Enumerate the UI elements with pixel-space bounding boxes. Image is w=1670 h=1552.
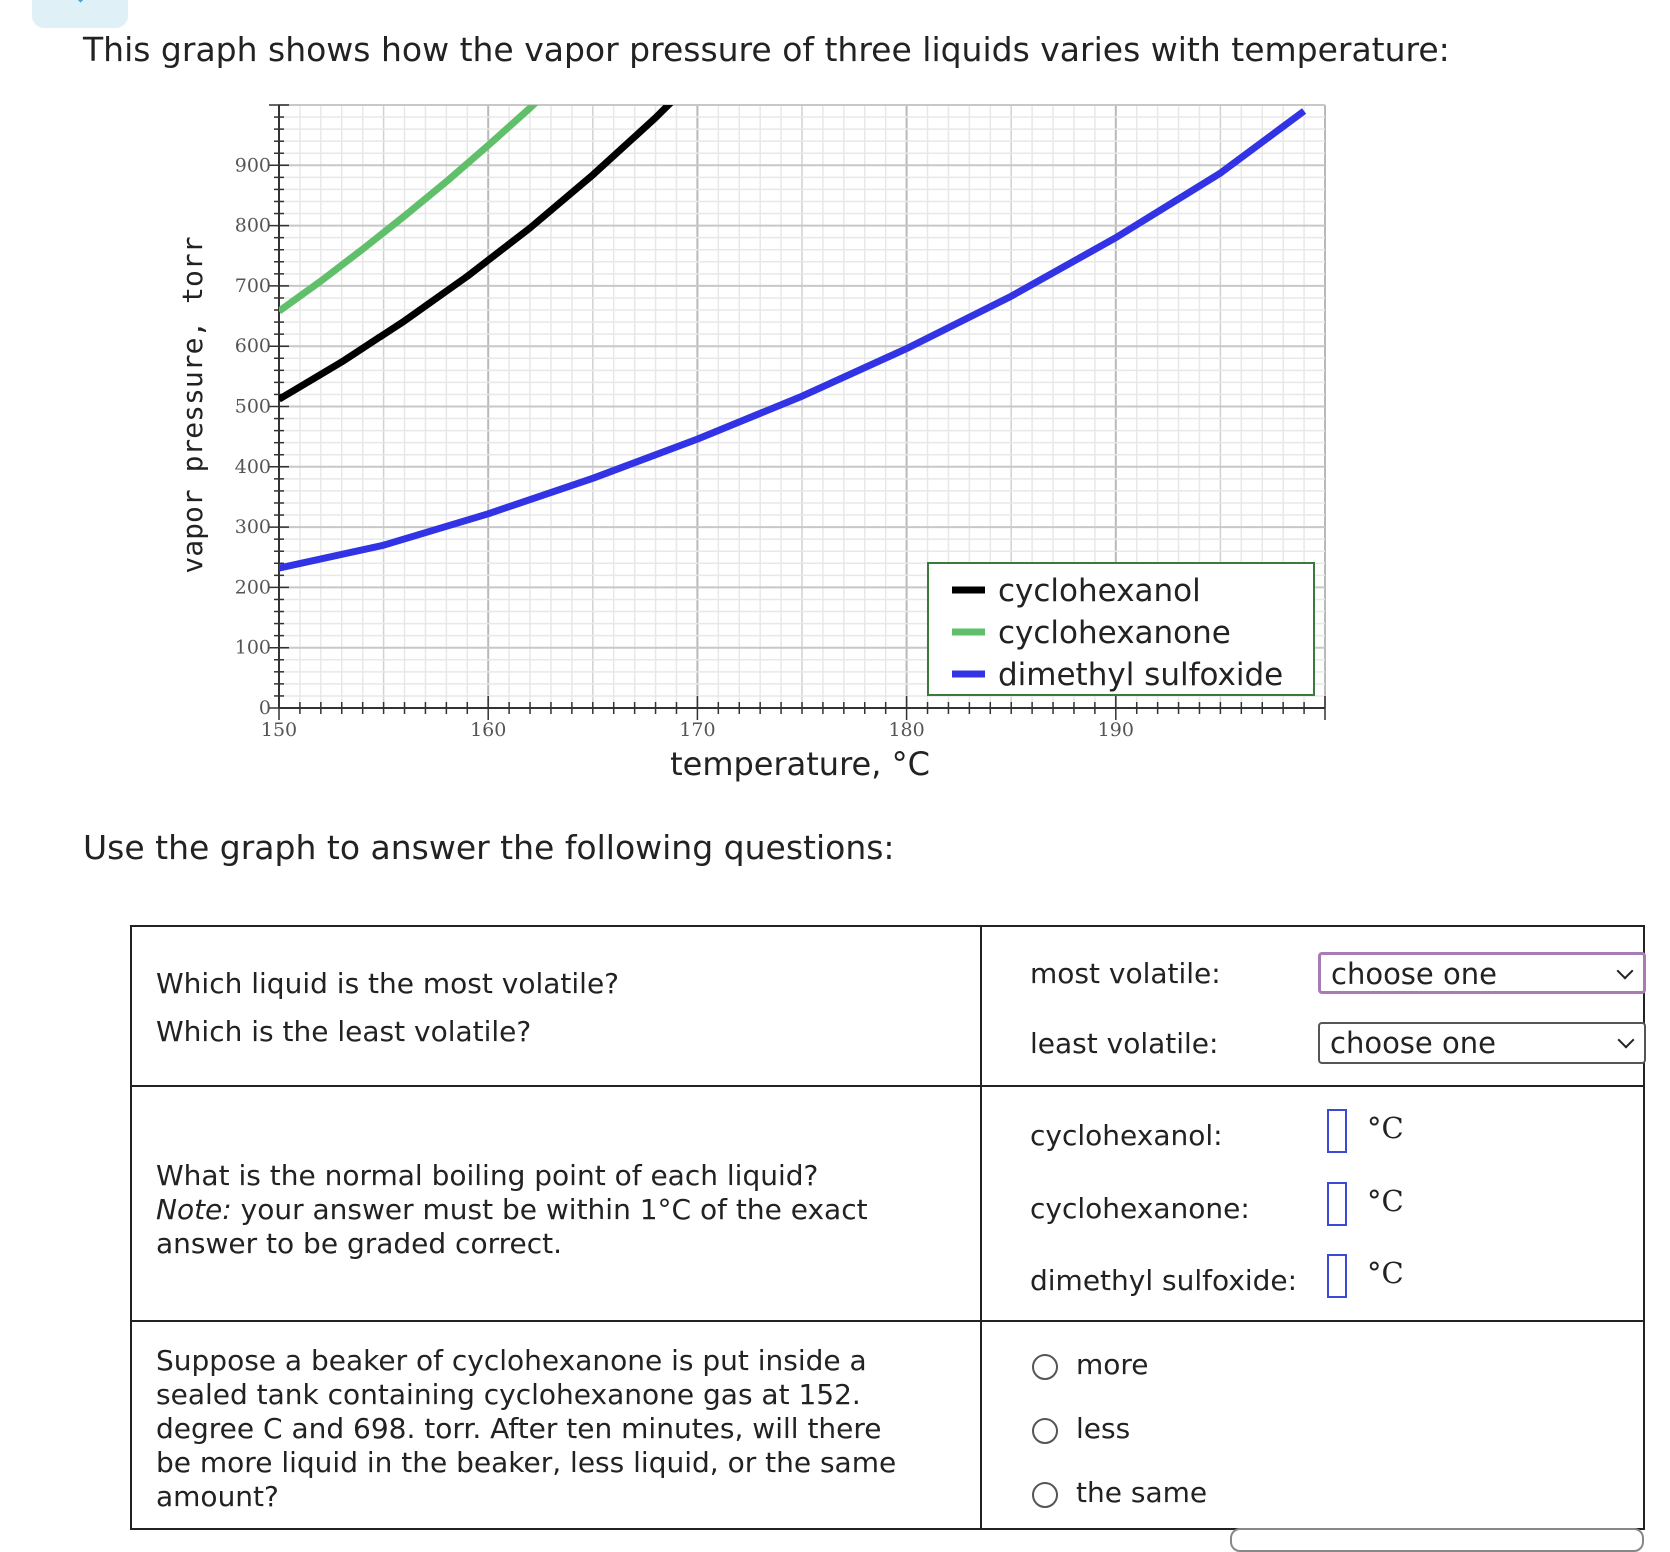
x-axis-ticks <box>261 719 1134 741</box>
y-tick-label: 300 <box>234 516 271 539</box>
question-line: be more liquid in the beaker, less liquid, or the same <box>156 1446 897 1479</box>
unit-label: °C <box>1367 1256 1404 1290</box>
x-axis-label: temperature, °C <box>670 745 930 783</box>
questions-table <box>130 925 1645 1530</box>
intro-text: This graph shows how the vapor pressure of three liquids varies with temperature: <box>83 30 1450 69</box>
y-axis-ticks <box>235 154 271 719</box>
x-tick-label: 190 <box>1097 719 1134 741</box>
y-tick-label: 400 <box>234 455 271 478</box>
select-value: choose one <box>1330 1026 1496 1060</box>
legend-label: cyclohexanol <box>998 573 1201 609</box>
y-tick-label: 600 <box>234 335 271 358</box>
answer-cell <box>981 926 1644 1086</box>
chart-legend <box>928 563 1314 695</box>
radio-label-less: less <box>1076 1412 1131 1445</box>
x-tick-label: 170 <box>679 719 716 741</box>
x-tick-label: 160 <box>470 719 507 741</box>
radio-same[interactable] <box>1032 1482 1058 1508</box>
y-tick-label: 500 <box>234 395 271 418</box>
select-value: choose one <box>1331 957 1497 991</box>
question-cell <box>131 1086 981 1321</box>
dimethyl-sulfoxide-bp-input[interactable] <box>1327 1254 1347 1298</box>
answer-cell <box>981 1321 1644 1529</box>
y-tick-label: 0 <box>258 697 271 719</box>
most-volatile-label: most volatile: <box>1030 957 1221 990</box>
x-tick-label: 150 <box>260 719 298 741</box>
chevron-down-icon <box>1618 1032 1635 1049</box>
unit-label: °C <box>1367 1184 1404 1218</box>
question-text: answer to be graded correct. <box>156 1227 562 1260</box>
y-tick-label: 800 <box>234 214 271 237</box>
note-text: your answer must be within 1°C of the exact <box>231 1193 868 1226</box>
chart-series <box>279 45 1304 568</box>
question-cell <box>131 1321 981 1529</box>
legend-label: dimethyl sulfoxide <box>998 657 1284 693</box>
dimethyl-sulfoxide-label: dimethyl sulfoxide: <box>1030 1264 1298 1297</box>
bottom-panel-edge <box>1230 1528 1644 1552</box>
note-label: Note: <box>156 1193 232 1226</box>
question-line: degree C and 698. torr. After ten minutes, will there <box>156 1412 882 1445</box>
chevron-down-icon <box>1617 963 1634 980</box>
y-tick-label: 700 <box>234 274 271 297</box>
y-tick-label: 200 <box>234 576 271 599</box>
use-graph-text: Use the graph to answer the following questions: <box>83 828 895 867</box>
question-text: Which liquid is the most volatile? <box>156 967 620 1000</box>
answer-cell <box>981 1086 1644 1321</box>
y-tick-label: 900 <box>234 154 271 177</box>
radio-more[interactable] <box>1032 1354 1058 1380</box>
cyclohexanol-label: cyclohexanol: <box>1030 1119 1223 1152</box>
y-axis-label: vapor pressure, torr <box>176 236 209 574</box>
most-volatile-select[interactable] <box>1318 952 1646 994</box>
radio-label-same: the same <box>1076 1476 1208 1509</box>
question-line: sealed tank containing cyclohexanone gas at 152. <box>156 1378 861 1411</box>
note-line <box>156 1193 956 1227</box>
least-volatile-select[interactable] <box>1318 1022 1646 1064</box>
unit-label: °C <box>1367 1111 1404 1145</box>
least-volatile-label: least volatile: <box>1030 1027 1219 1060</box>
question-text: Which is the least volatile? <box>156 1015 532 1048</box>
question-row-equilibrium <box>131 1321 1644 1529</box>
x-tick-label: 180 <box>888 719 925 741</box>
question-row-boiling-point <box>131 1086 1644 1321</box>
question-cell <box>131 926 981 1086</box>
cyclohexanol-bp-input[interactable] <box>1327 1109 1347 1153</box>
cyclohexanone-label: cyclohexanone: <box>1030 1192 1250 1225</box>
legend-label: cyclohexanone <box>998 615 1231 651</box>
question-row-volatility <box>131 926 1644 1086</box>
y-tick-label: 100 <box>234 636 271 659</box>
question-text: What is the normal boiling point of each liquid? <box>156 1159 819 1192</box>
radio-less[interactable] <box>1032 1418 1058 1444</box>
cyclohexanone-bp-input[interactable] <box>1327 1182 1347 1226</box>
series-line-dimethyl-sulfoxide <box>279 111 1304 568</box>
series-line-cyclohexanol <box>279 57 718 400</box>
question-line: amount? <box>156 1480 279 1513</box>
question-line: Suppose a beaker of cyclohexanone is put inside a <box>156 1344 867 1377</box>
radio-label-more: more <box>1076 1348 1149 1381</box>
question-text <box>156 1344 956 1514</box>
